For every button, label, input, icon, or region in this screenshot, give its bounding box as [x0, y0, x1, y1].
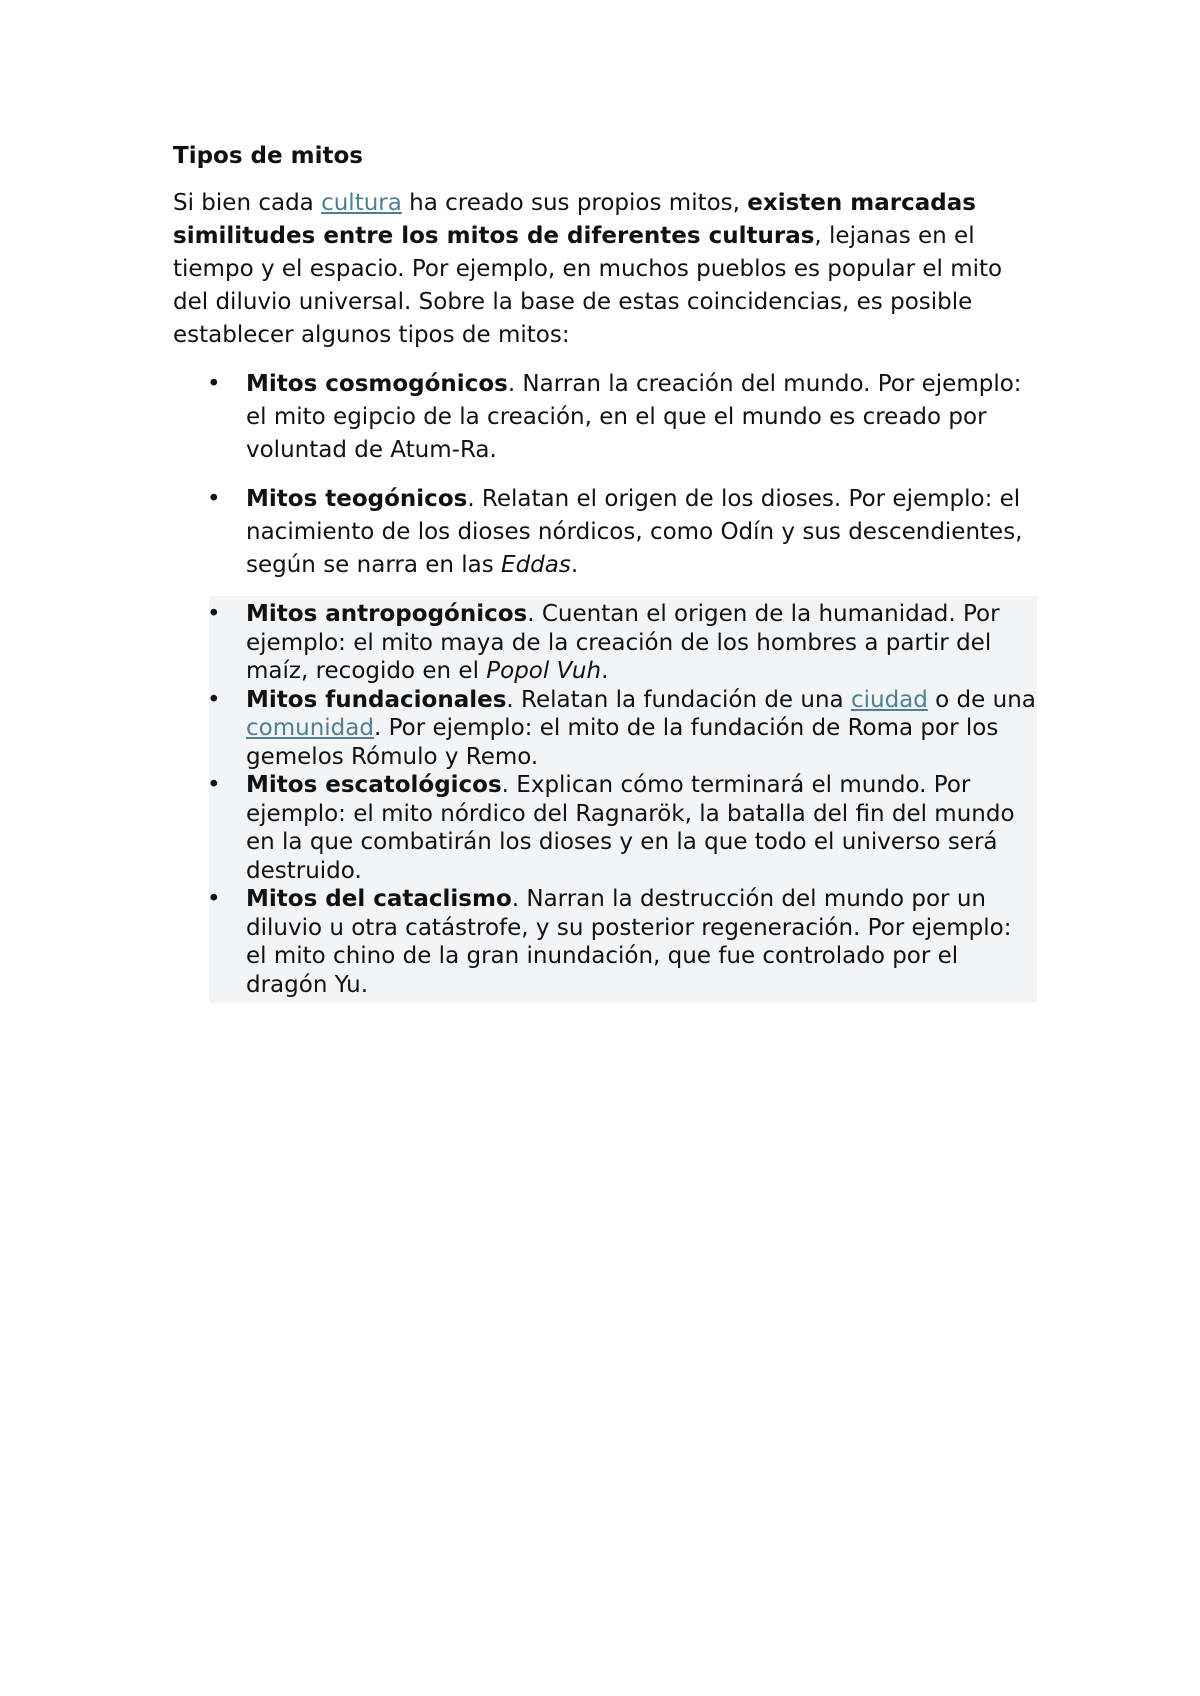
item-text-2: o de una: [927, 686, 1036, 713]
intro-bold-text: existen marcadas similitudes entre los mitos de diferentes culturas: [173, 190, 976, 249]
list-item-teogonicos: [173, 483, 1046, 582]
document-content: [173, 140, 1043, 1003]
item-end: .: [570, 552, 579, 578]
item-text: . Relatan el origen de los dioses. Por ejemplo: el nacimiento de los dioses nórdicos, como Odín y sus descendientes, según se narra en las: [246, 486, 1023, 578]
item-end: .: [601, 658, 609, 684]
item-text: . Cuentan el origen de la humanidad. Por ejemplo: el mito maya de la creación de los hombres a partir del maíz, recogido en el: [246, 601, 1000, 684]
bullet-marker: •: [207, 601, 221, 627]
item-text: . Narran la destrucción del mundo por un diluvio u otra catástrofe, y su posterior regeneración. Por ejemplo: el mito chino de la gran inundación, que fue controlado por el dragón Yu.: [246, 886, 1012, 998]
list-item-antropogonicos: [209, 600, 1037, 686]
myth-types-list-highlighted: [209, 596, 1037, 1003]
link-ciudad[interactable]: ciudad: [850, 686, 928, 713]
section-heading: Tipos de mitos: [173, 143, 363, 169]
item-title: Mitos teogónicos: [246, 486, 468, 512]
item-title: Mitos del cataclismo: [246, 886, 512, 912]
list-item-fundacionales: [209, 686, 1037, 772]
item-title: Mitos escatológicos: [246, 772, 502, 798]
bullet-marker: •: [207, 772, 221, 798]
link-comunidad[interactable]: comunidad: [246, 715, 374, 741]
item-title: Mitos cosmogónicos: [246, 371, 508, 397]
item-text: . Explican cómo terminará el mundo. Por ejemplo: el mito nórdico del Ragnarök, la batalla del fin del mundo en la que combatirán los dioses y en la que todo el universo será destruido.: [246, 772, 1015, 884]
bullet-marker: •: [207, 371, 221, 397]
bullet-marker: •: [207, 486, 221, 512]
item-italic: Popol Vuh: [486, 658, 602, 684]
myth-types-list-main: [173, 368, 1043, 582]
item-title: Mitos fundacionales: [246, 686, 507, 713]
intro-text-2: ha creado sus propios mitos,: [401, 190, 748, 216]
item-italic: Eddas: [501, 552, 571, 578]
item-title: Mitos antropogónicos: [246, 601, 528, 627]
list-item-cataclismo: [209, 885, 1037, 999]
link-cultura[interactable]: cultura: [321, 190, 402, 216]
bullet-marker: •: [207, 886, 221, 912]
intro-text-3: , lejanas en el tiempo y el espacio. Por ejemplo, en muchos pueblos es popular el mito del diluvio universal. Sobre la base de estas coincidencias, es posible establecer algunos tipos de mitos:: [173, 223, 1003, 348]
bullet-marker: •: [207, 686, 221, 713]
intro-text-1: Si bien cada: [173, 190, 322, 216]
intro-paragraph: [173, 187, 1033, 352]
list-item-escatologicos: [209, 771, 1037, 885]
list-item-cosmogonicos: [173, 368, 1046, 467]
item-text: . Narran la creación del mundo. Por ejemplo: el mito egipcio de la creación, en el que el mundo es creado por voluntad de Atum-Ra.: [246, 371, 1022, 463]
item-text-1: . Relatan la fundación de una: [506, 686, 851, 713]
item-text-3: . Por ejemplo: el mito de la fundación de Roma por los gemelos Rómulo y Remo.: [246, 715, 999, 770]
